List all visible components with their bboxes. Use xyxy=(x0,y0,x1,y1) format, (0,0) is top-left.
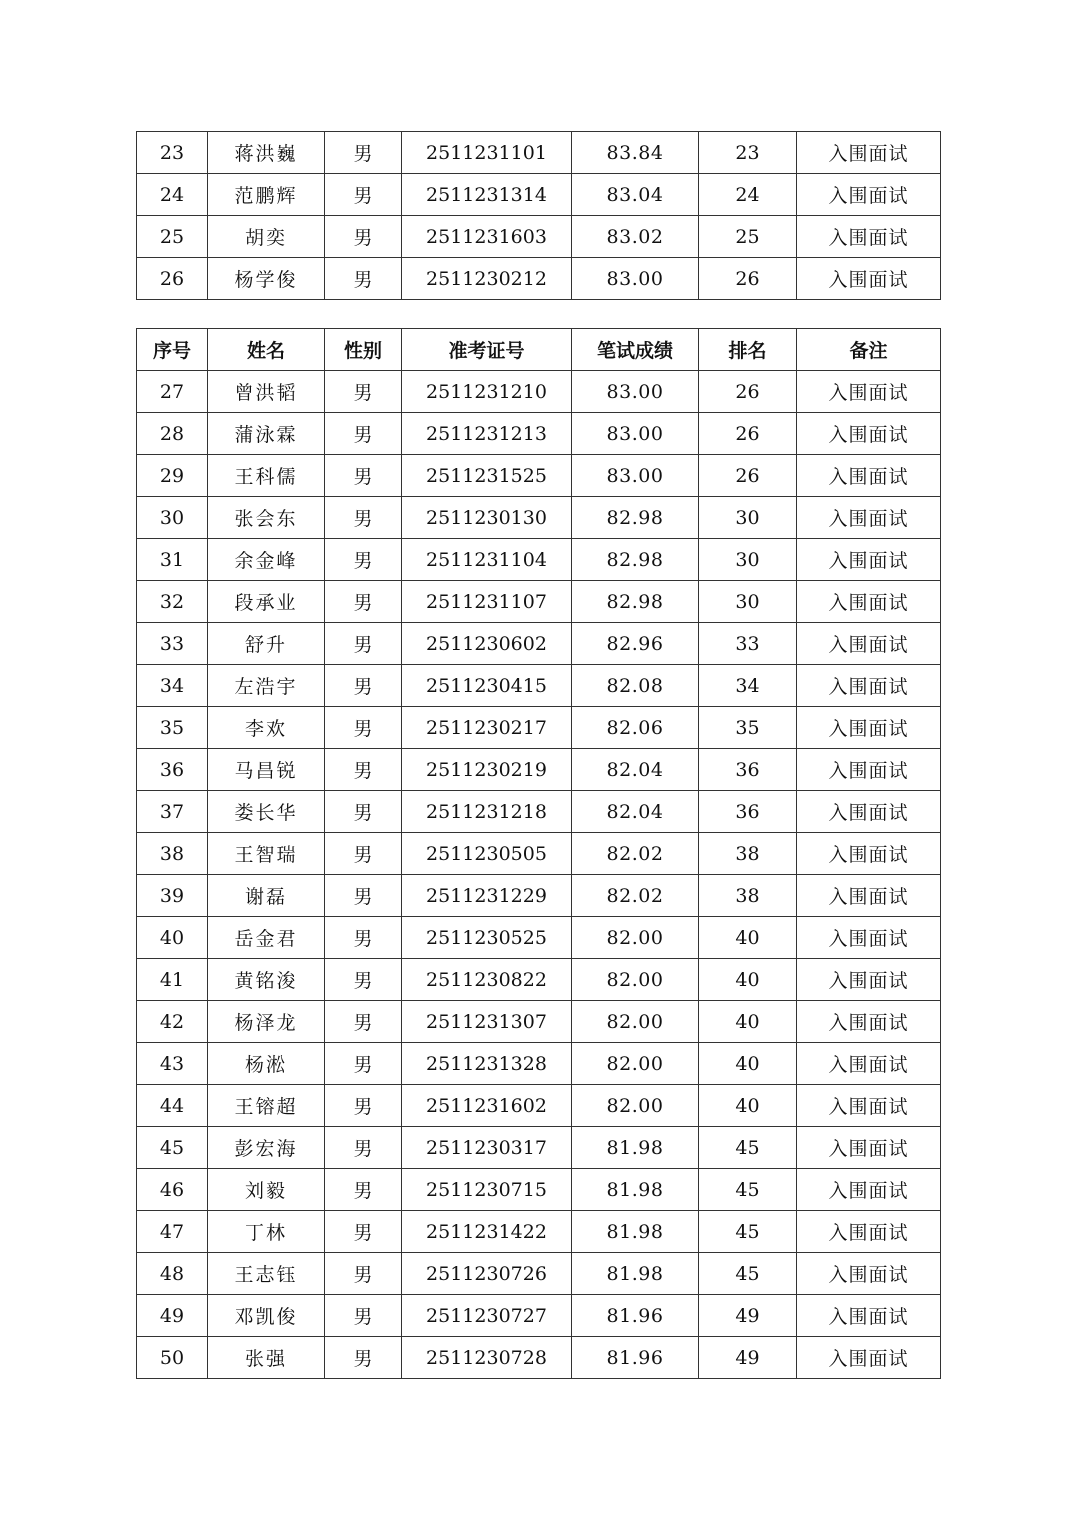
table-row xyxy=(137,1211,941,1253)
cell-name: 马昌锐 xyxy=(208,749,325,791)
cell-score: 81.98 xyxy=(572,1169,699,1211)
cell-seq: 45 xyxy=(137,1127,208,1169)
table-row xyxy=(137,791,941,833)
cell-exam-id: 2511230212 xyxy=(402,258,572,300)
cell-exam-id: 2511231328 xyxy=(402,1043,572,1085)
cell-name: 段承业 xyxy=(208,581,325,623)
cell-name: 娄长华 xyxy=(208,791,325,833)
cell-name: 左浩宇 xyxy=(208,665,325,707)
cell-name: 王镕超 xyxy=(208,1085,325,1127)
table-row xyxy=(137,833,941,875)
cell-name: 李欢 xyxy=(208,707,325,749)
table-row xyxy=(137,539,941,581)
cell-exam-id: 2511231104 xyxy=(402,539,572,581)
table-row xyxy=(137,258,941,300)
cell-exam-id: 2511230727 xyxy=(402,1295,572,1337)
cell-score: 81.98 xyxy=(572,1253,699,1295)
cell-rank: 38 xyxy=(699,833,797,875)
cell-seq: 23 xyxy=(137,132,208,174)
cell-seq: 46 xyxy=(137,1169,208,1211)
cell-note: 入围面试 xyxy=(797,216,941,258)
cell-rank: 45 xyxy=(699,1211,797,1253)
table-row xyxy=(137,749,941,791)
results-table-continued xyxy=(136,131,941,300)
cell-gender: 男 xyxy=(325,707,402,749)
cell-seq: 42 xyxy=(137,1001,208,1043)
cell-seq: 38 xyxy=(137,833,208,875)
cell-rank: 49 xyxy=(699,1337,797,1379)
cell-name: 曾洪韬 xyxy=(208,371,325,413)
cell-name: 蒲泳霖 xyxy=(208,413,325,455)
cell-seq: 34 xyxy=(137,665,208,707)
cell-score: 83.84 xyxy=(572,132,699,174)
cell-seq: 31 xyxy=(137,539,208,581)
table-row xyxy=(137,1127,941,1169)
cell-score: 82.04 xyxy=(572,749,699,791)
cell-seq: 27 xyxy=(137,371,208,413)
cell-seq: 33 xyxy=(137,623,208,665)
table-row xyxy=(137,216,941,258)
cell-name: 杨学俊 xyxy=(208,258,325,300)
cell-note: 入围面试 xyxy=(797,132,941,174)
cell-score: 83.04 xyxy=(572,174,699,216)
cell-score: 82.00 xyxy=(572,1043,699,1085)
cell-score: 83.02 xyxy=(572,216,699,258)
cell-name: 彭宏海 xyxy=(208,1127,325,1169)
cell-rank: 36 xyxy=(699,749,797,791)
table-row xyxy=(137,917,941,959)
cell-rank: 23 xyxy=(699,132,797,174)
cell-exam-id: 2511231422 xyxy=(402,1211,572,1253)
cell-name: 刘毅 xyxy=(208,1169,325,1211)
cell-gender: 男 xyxy=(325,1043,402,1085)
cell-gender: 男 xyxy=(325,665,402,707)
cell-score: 81.96 xyxy=(572,1295,699,1337)
table-body xyxy=(137,371,941,1379)
cell-score: 82.00 xyxy=(572,959,699,1001)
cell-name: 舒升 xyxy=(208,623,325,665)
cell-name: 王科儒 xyxy=(208,455,325,497)
table-row xyxy=(137,497,941,539)
cell-seq: 35 xyxy=(137,707,208,749)
cell-exam-id: 2511231314 xyxy=(402,174,572,216)
cell-note: 入围面试 xyxy=(797,497,941,539)
cell-seq: 44 xyxy=(137,1085,208,1127)
cell-note: 入围面试 xyxy=(797,1169,941,1211)
cell-note: 入围面试 xyxy=(797,1337,941,1379)
cell-seq: 29 xyxy=(137,455,208,497)
cell-score: 82.00 xyxy=(572,917,699,959)
cell-score: 82.98 xyxy=(572,497,699,539)
cell-rank: 40 xyxy=(699,1001,797,1043)
cell-gender: 男 xyxy=(325,455,402,497)
cell-note: 入围面试 xyxy=(797,1295,941,1337)
cell-rank: 26 xyxy=(699,413,797,455)
table-row xyxy=(137,581,941,623)
cell-score: 82.06 xyxy=(572,707,699,749)
cell-name: 胡奕 xyxy=(208,216,325,258)
cell-score: 83.00 xyxy=(572,413,699,455)
cell-note: 入围面试 xyxy=(797,1253,941,1295)
cell-score: 83.00 xyxy=(572,258,699,300)
cell-rank: 40 xyxy=(699,1043,797,1085)
cell-seq: 40 xyxy=(137,917,208,959)
cell-rank: 24 xyxy=(699,174,797,216)
cell-seq: 28 xyxy=(137,413,208,455)
cell-note: 入围面试 xyxy=(797,455,941,497)
cell-rank: 40 xyxy=(699,917,797,959)
cell-note: 入围面试 xyxy=(797,791,941,833)
cell-seq: 32 xyxy=(137,581,208,623)
cell-score: 82.00 xyxy=(572,1085,699,1127)
cell-gender: 男 xyxy=(325,833,402,875)
cell-name: 余金峰 xyxy=(208,539,325,581)
table-row xyxy=(137,875,941,917)
cell-seq: 26 xyxy=(137,258,208,300)
cell-rank: 45 xyxy=(699,1253,797,1295)
cell-gender: 男 xyxy=(325,132,402,174)
cell-score: 81.98 xyxy=(572,1211,699,1253)
cell-gender: 男 xyxy=(325,497,402,539)
cell-seq: 50 xyxy=(137,1337,208,1379)
cell-exam-id: 2511230525 xyxy=(402,917,572,959)
cell-gender: 男 xyxy=(325,371,402,413)
cell-seq: 37 xyxy=(137,791,208,833)
header-note: 备注 xyxy=(797,329,941,371)
cell-score: 81.96 xyxy=(572,1337,699,1379)
header-exam-id: 准考证号 xyxy=(402,329,572,371)
cell-score: 81.98 xyxy=(572,1127,699,1169)
cell-rank: 26 xyxy=(699,455,797,497)
cell-gender: 男 xyxy=(325,1295,402,1337)
cell-note: 入围面试 xyxy=(797,1001,941,1043)
table-row xyxy=(137,174,941,216)
cell-gender: 男 xyxy=(325,216,402,258)
cell-exam-id: 2511230219 xyxy=(402,749,572,791)
cell-name: 范鹏辉 xyxy=(208,174,325,216)
cell-rank: 35 xyxy=(699,707,797,749)
cell-score: 82.00 xyxy=(572,1001,699,1043)
cell-score: 82.98 xyxy=(572,539,699,581)
cell-gender: 男 xyxy=(325,1127,402,1169)
cell-name: 岳金君 xyxy=(208,917,325,959)
cell-seq: 43 xyxy=(137,1043,208,1085)
cell-exam-id: 2511231101 xyxy=(402,132,572,174)
cell-name: 丁林 xyxy=(208,1211,325,1253)
cell-exam-id: 2511230602 xyxy=(402,623,572,665)
table-row xyxy=(137,1295,941,1337)
cell-rank: 25 xyxy=(699,216,797,258)
cell-gender: 男 xyxy=(325,749,402,791)
table-row xyxy=(137,1001,941,1043)
cell-exam-id: 2511231229 xyxy=(402,875,572,917)
cell-note: 入围面试 xyxy=(797,371,941,413)
table-row xyxy=(137,959,941,1001)
cell-name: 邓凯俊 xyxy=(208,1295,325,1337)
cell-note: 入围面试 xyxy=(797,833,941,875)
cell-gender: 男 xyxy=(325,917,402,959)
cell-note: 入围面试 xyxy=(797,917,941,959)
table-row xyxy=(137,1085,941,1127)
table-row xyxy=(137,132,941,174)
cell-name: 王志钰 xyxy=(208,1253,325,1295)
cell-exam-id: 2511231213 xyxy=(402,413,572,455)
cell-gender: 男 xyxy=(325,1211,402,1253)
cell-note: 入围面试 xyxy=(797,749,941,791)
cell-rank: 30 xyxy=(699,497,797,539)
cell-gender: 男 xyxy=(325,581,402,623)
cell-note: 入围面试 xyxy=(797,413,941,455)
cell-exam-id: 2511230715 xyxy=(402,1169,572,1211)
cell-note: 入围面试 xyxy=(797,875,941,917)
cell-gender: 男 xyxy=(325,1337,402,1379)
cell-gender: 男 xyxy=(325,413,402,455)
cell-seq: 48 xyxy=(137,1253,208,1295)
cell-gender: 男 xyxy=(325,174,402,216)
cell-note: 入围面试 xyxy=(797,959,941,1001)
table-row xyxy=(137,455,941,497)
cell-score: 82.02 xyxy=(572,875,699,917)
cell-gender: 男 xyxy=(325,875,402,917)
cell-gender: 男 xyxy=(325,1001,402,1043)
cell-name: 杨泽龙 xyxy=(208,1001,325,1043)
cell-name: 黄铭浚 xyxy=(208,959,325,1001)
cell-exam-id: 2511231602 xyxy=(402,1085,572,1127)
cell-score: 82.02 xyxy=(572,833,699,875)
cell-exam-id: 2511230726 xyxy=(402,1253,572,1295)
cell-seq: 49 xyxy=(137,1295,208,1337)
cell-rank: 30 xyxy=(699,539,797,581)
cell-gender: 男 xyxy=(325,258,402,300)
cell-note: 入围面试 xyxy=(797,1211,941,1253)
table-row xyxy=(137,413,941,455)
cell-name: 张会东 xyxy=(208,497,325,539)
cell-exam-id: 2511231603 xyxy=(402,216,572,258)
cell-exam-id: 2511230728 xyxy=(402,1337,572,1379)
cell-score: 82.08 xyxy=(572,665,699,707)
cell-note: 入围面试 xyxy=(797,1043,941,1085)
cell-exam-id: 2511231107 xyxy=(402,581,572,623)
table-row xyxy=(137,665,941,707)
cell-rank: 30 xyxy=(699,581,797,623)
cell-score: 82.98 xyxy=(572,581,699,623)
header-gender: 性别 xyxy=(325,329,402,371)
cell-seq: 41 xyxy=(137,959,208,1001)
cell-name: 杨淞 xyxy=(208,1043,325,1085)
cell-gender: 男 xyxy=(325,1169,402,1211)
cell-seq: 39 xyxy=(137,875,208,917)
cell-rank: 34 xyxy=(699,665,797,707)
cell-note: 入围面试 xyxy=(797,1127,941,1169)
cell-note: 入围面试 xyxy=(797,539,941,581)
cell-exam-id: 2511231525 xyxy=(402,455,572,497)
cell-exam-id: 2511231218 xyxy=(402,791,572,833)
cell-note: 入围面试 xyxy=(797,623,941,665)
cell-name: 谢磊 xyxy=(208,875,325,917)
cell-score: 83.00 xyxy=(572,455,699,497)
cell-exam-id: 2511230317 xyxy=(402,1127,572,1169)
cell-name: 张强 xyxy=(208,1337,325,1379)
cell-note: 入围面试 xyxy=(797,665,941,707)
cell-exam-id: 2511230217 xyxy=(402,707,572,749)
cell-exam-id: 2511231210 xyxy=(402,371,572,413)
cell-rank: 49 xyxy=(699,1295,797,1337)
table-row xyxy=(137,707,941,749)
cell-gender: 男 xyxy=(325,539,402,581)
cell-rank: 38 xyxy=(699,875,797,917)
cell-note: 入围面试 xyxy=(797,707,941,749)
cell-gender: 男 xyxy=(325,1085,402,1127)
cell-name: 王智瑞 xyxy=(208,833,325,875)
cell-rank: 33 xyxy=(699,623,797,665)
cell-score: 83.00 xyxy=(572,371,699,413)
header-score: 笔试成绩 xyxy=(572,329,699,371)
cell-rank: 26 xyxy=(699,258,797,300)
table-row xyxy=(137,1253,941,1295)
cell-exam-id: 2511230130 xyxy=(402,497,572,539)
table-row xyxy=(137,623,941,665)
table-row xyxy=(137,1337,941,1379)
header-name: 姓名 xyxy=(208,329,325,371)
cell-gender: 男 xyxy=(325,623,402,665)
cell-note: 入围面试 xyxy=(797,1085,941,1127)
cell-score: 82.96 xyxy=(572,623,699,665)
cell-exam-id: 2511230822 xyxy=(402,959,572,1001)
cell-score: 82.04 xyxy=(572,791,699,833)
cell-seq: 30 xyxy=(137,497,208,539)
cell-exam-id: 2511231307 xyxy=(402,1001,572,1043)
header-seq: 序号 xyxy=(137,329,208,371)
cell-seq: 47 xyxy=(137,1211,208,1253)
cell-seq: 25 xyxy=(137,216,208,258)
cell-seq: 36 xyxy=(137,749,208,791)
table-row xyxy=(137,1169,941,1211)
cell-name: 蒋洪巍 xyxy=(208,132,325,174)
cell-exam-id: 2511230505 xyxy=(402,833,572,875)
cell-rank: 40 xyxy=(699,1085,797,1127)
table-row xyxy=(137,371,941,413)
table-row xyxy=(137,1043,941,1085)
cell-note: 入围面试 xyxy=(797,581,941,623)
cell-exam-id: 2511230415 xyxy=(402,665,572,707)
cell-rank: 45 xyxy=(699,1127,797,1169)
cell-note: 入围面试 xyxy=(797,258,941,300)
table-header-row xyxy=(137,329,941,371)
cell-rank: 26 xyxy=(699,371,797,413)
cell-gender: 男 xyxy=(325,1253,402,1295)
cell-rank: 36 xyxy=(699,791,797,833)
cell-rank: 45 xyxy=(699,1169,797,1211)
cell-gender: 男 xyxy=(325,959,402,1001)
cell-note: 入围面试 xyxy=(797,174,941,216)
table-body xyxy=(137,132,941,300)
results-table xyxy=(136,328,941,1379)
cell-seq: 24 xyxy=(137,174,208,216)
header-rank: 排名 xyxy=(699,329,797,371)
cell-gender: 男 xyxy=(325,791,402,833)
cell-rank: 40 xyxy=(699,959,797,1001)
